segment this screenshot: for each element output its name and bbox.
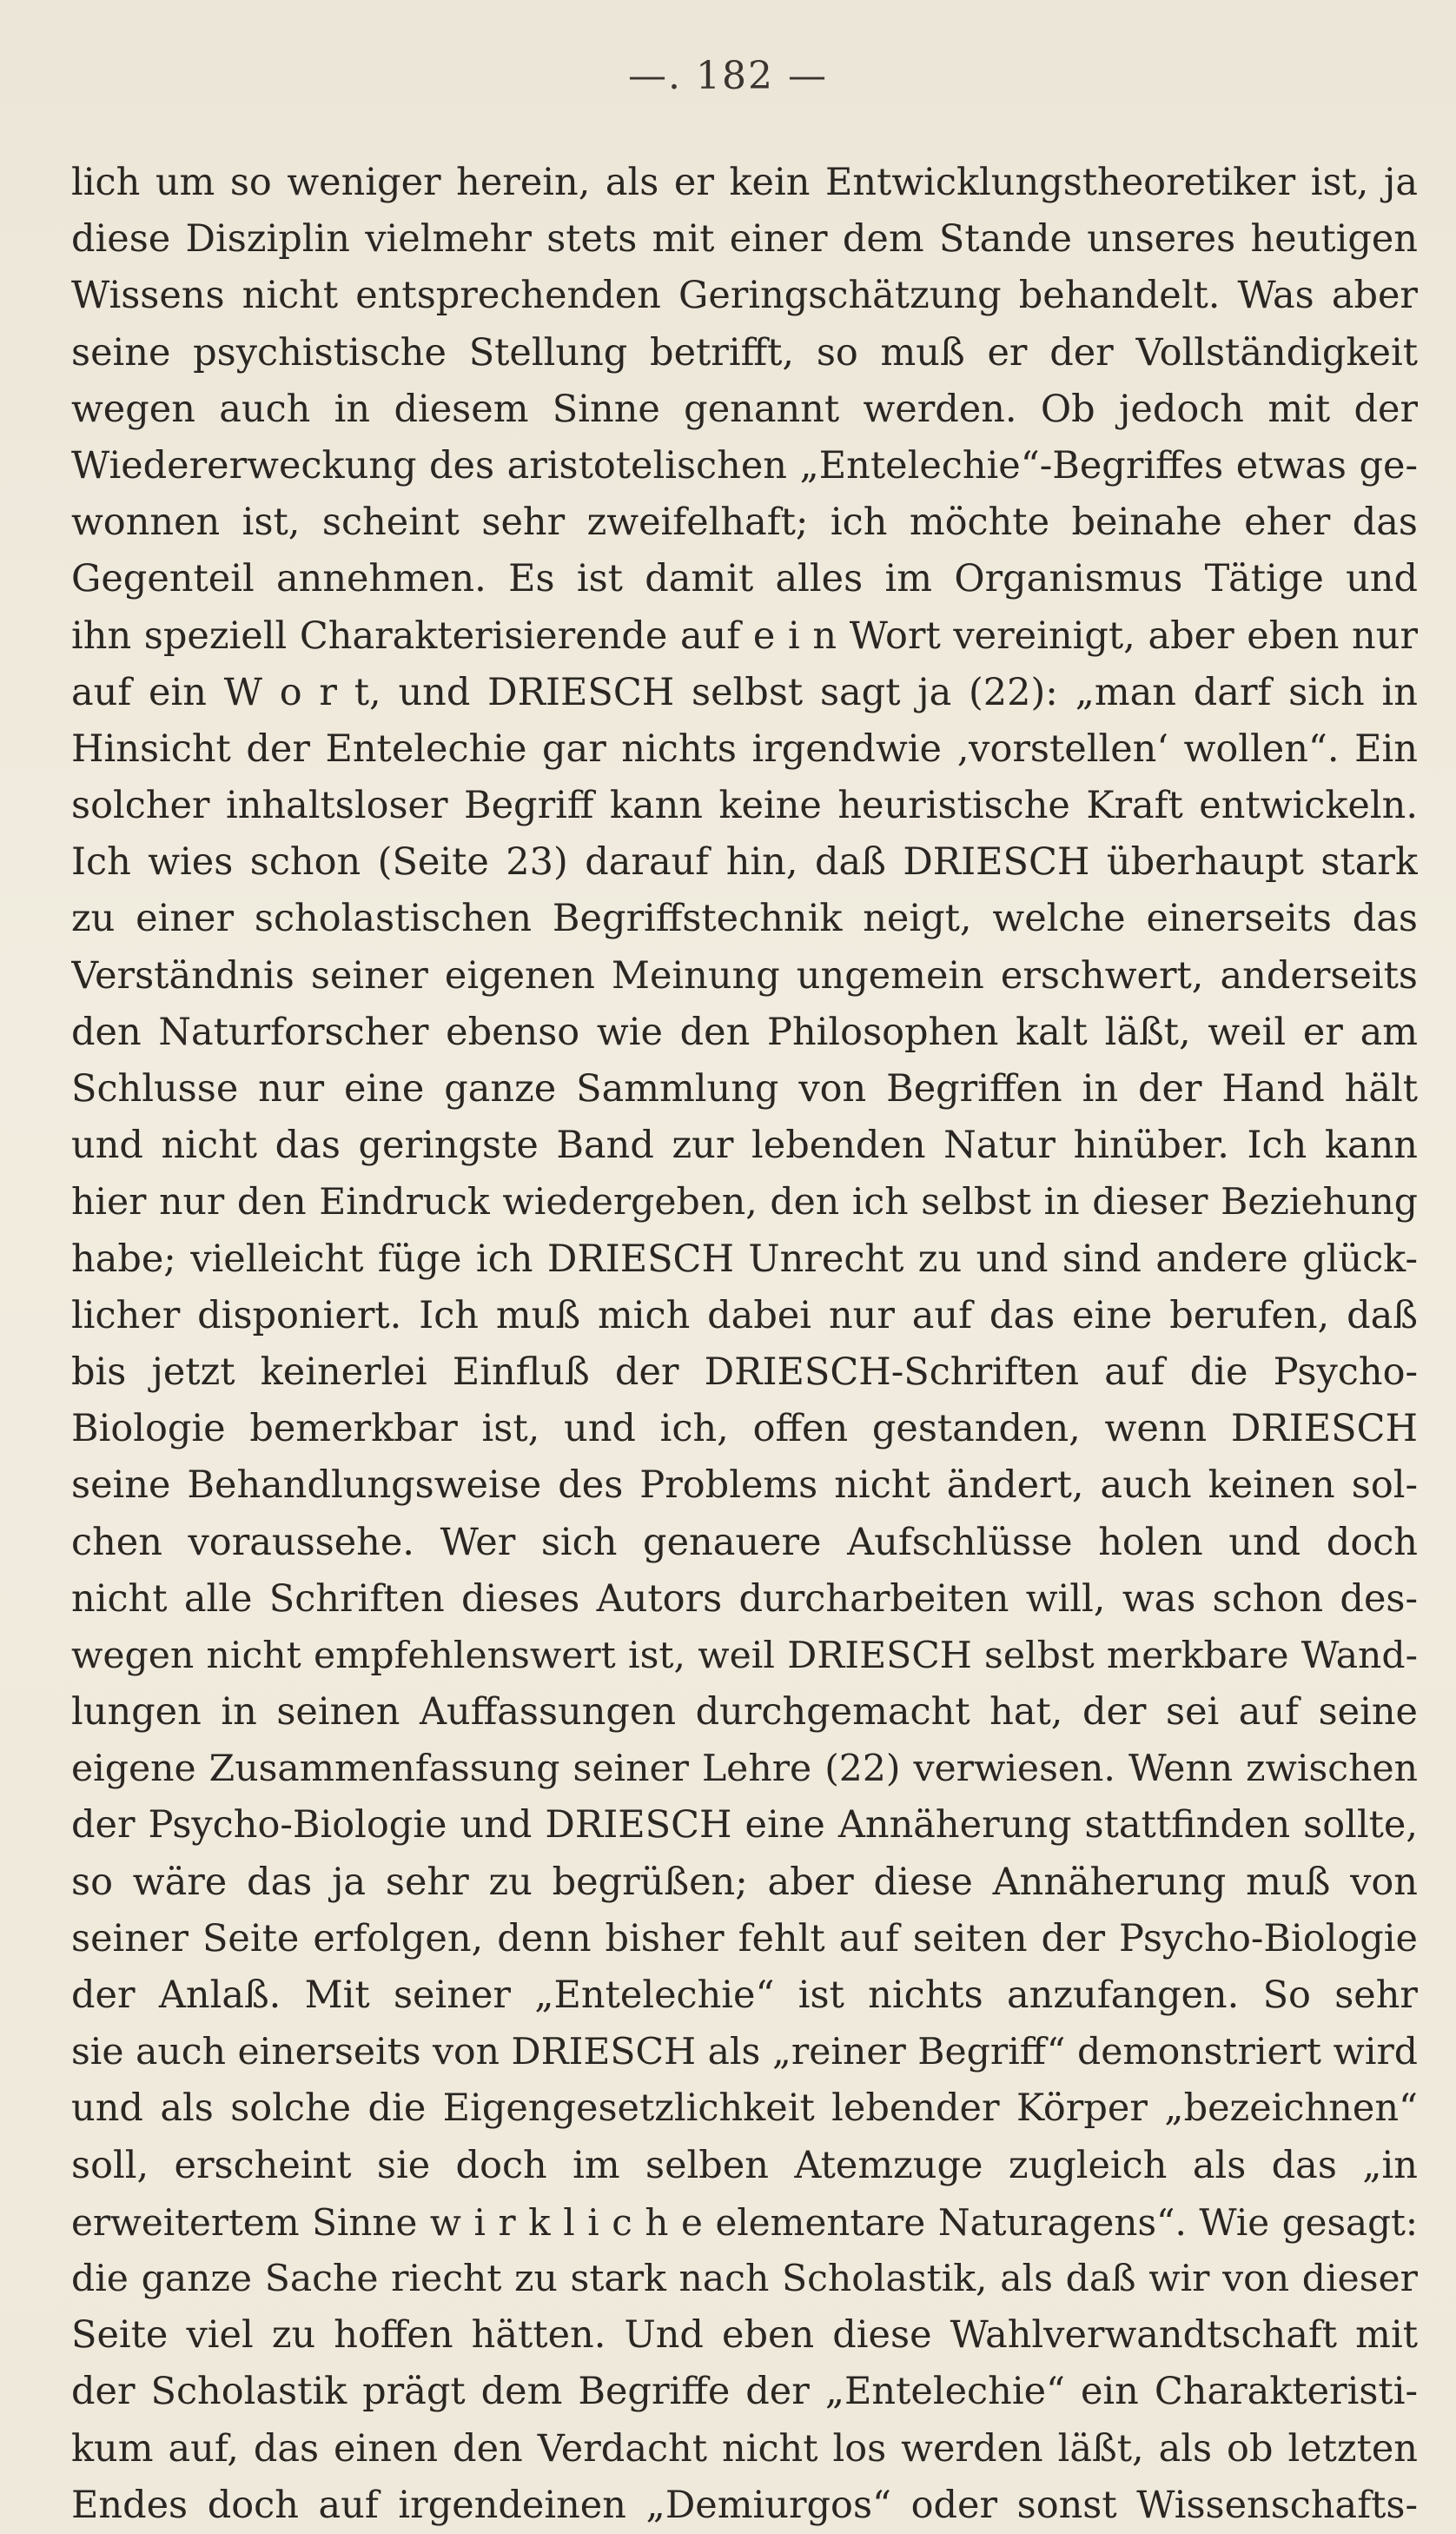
- text-line: Verständnis seiner eigenen Meinung ungemein erschwert, anderseits: [71, 953, 1418, 998]
- text-line: und nicht das geringste Band zur lebenden Natur hinüber. Ich kann: [71, 1124, 1418, 1168]
- text-line: der Psycho-Biologie und DRIESCH eine Annäherung stattfinden sollte,: [71, 1803, 1418, 1847]
- text-line: licher disponiert. Ich muß mich dabei nur auf das eine berufen, daß: [71, 1293, 1418, 1337]
- text-line: Wissens nicht entsprechenden Geringschätzung behandelt. Was aber: [71, 274, 1418, 318]
- text-line: seine psychistische Stellung betrifft, so muß er der Vollständigkeit: [71, 330, 1418, 375]
- text-line: habe; vielleicht füge ich DRIESCH Unrecht zu und sind andere glück-: [71, 1237, 1418, 1281]
- text-line: lich um so weniger herein, als er kein Entwicklungstheoretiker ist, ja: [71, 161, 1418, 204]
- text-line: Endes doch auf irgendeinen „Demiurgos“ oder sonst Wissenschafts-: [71, 2483, 1418, 2527]
- text-line: Gegenteil annehmen. Es ist damit alles im Organismus Tätige und: [71, 557, 1418, 601]
- text-line: seiner Seite erfolgen, denn bisher fehlt auf seiten der Psycho-Biologie: [71, 1916, 1418, 1960]
- text-line: wegen auch in diesem Sinne genannt werden. Ob jedoch mit der: [71, 387, 1418, 431]
- text-line: den Naturforscher ebenso wie den Philosophen kalt läßt, weil er am: [71, 1010, 1418, 1054]
- text-line: und als solche die Eigengesetzlichkeit lebender Körper „bezeichnen“: [71, 2086, 1418, 2131]
- page-number: —. 182 —: [628, 54, 828, 98]
- text-line: sie auch einerseits von DRIESCH als „reiner Begriff“ demonstriert wird: [71, 2031, 1418, 2074]
- text-line: lungen in seinen Auffassungen durchgemacht hat, der sei auf seine: [71, 1690, 1418, 1735]
- text-line: der Anlaß. Mit seiner „Entelechie“ ist nichts anzufangen. So sehr: [71, 1973, 1418, 2017]
- text-line: solcher inhaltsloser Begriff kann keine heuristische Kraft entwickeln.: [71, 784, 1418, 828]
- text-line: wegen nicht empfehlenswert ist, weil DRIESCH selbst merkbare Wand-: [71, 1634, 1418, 1677]
- body-text: [71, 155, 1418, 2534]
- text-line: auf ein W o r t, und DRIESCH selbst sagt ja (22): „man darf sich in: [71, 670, 1418, 714]
- text-line: ihn speziell Charakterisierende auf e i n Wort vereinigt, aber eben nur: [71, 614, 1418, 658]
- text-line: zu einer scholastischen Begriffstechnik neigt, welche einerseits das: [71, 897, 1418, 941]
- text-line: eigene Zusammenfassung seiner Lehre (22) verwiesen. Wenn zwischen: [71, 1748, 1418, 1791]
- text-line: nicht alle Schriften dieses Autors durcharbeiten will, was schon des-: [71, 1576, 1418, 1621]
- text-line: chen voraussehe. Wer sich genauere Aufschlüsse holen und doch: [71, 1520, 1418, 1564]
- text-line: wonnen ist, scheint sehr zweifelhaft; ich möchte beinahe eher das: [71, 501, 1418, 545]
- text-line: diese Disziplin vielmehr stets mit einer dem Stande unseres heutigen: [71, 217, 1418, 262]
- text-line: so wäre das ja sehr zu begrüßen; aber diese Annäherung muß von: [71, 1860, 1418, 1904]
- text-line: Hinsicht der Entelechie gar nichts irgendwie ‚vorstellen‘ wollen“. Ein: [71, 726, 1418, 771]
- text-line: der Scholastik prägt dem Begriffe der „Entelechie“ ein Charakteristi-: [71, 2370, 1418, 2414]
- text-line: die ganze Sache riecht zu stark nach Scholastik, als daß wir von dieser: [71, 2257, 1418, 2300]
- text-line: soll, erscheint sie doch im selben Atemzuge zugleich als das „in: [71, 2143, 1418, 2187]
- text-line: Biologie bemerkbar ist, und ich, offen gestanden, wenn DRIESCH: [71, 1407, 1418, 1451]
- text-line: Wiedererweckung des aristotelischen „Entelechie“-Begriffes etwas ge-: [71, 443, 1418, 488]
- text-line: erweitertem Sinne w i r k l i c h e elementare Naturagens“. Wie gesagt:: [71, 2200, 1418, 2244]
- text-line: Seite viel zu hoffen hätten. Und eben diese Wahlverwandtschaft mit: [71, 2313, 1418, 2358]
- text-line: Ich wies schon (Seite 23) darauf hin, daß DRIESCH überhaupt stark: [71, 840, 1418, 885]
- text-line: Schlusse nur eine ganze Sammlung von Begriffen in der Hand hält: [71, 1067, 1418, 1111]
- text-line: hier nur den Eindruck wiedergeben, den ich selbst in dieser Beziehung: [71, 1181, 1418, 1224]
- text-line: bis jetzt keinerlei Einfluß der DRIESCH-Schriften auf die Psycho-: [71, 1350, 1418, 1394]
- text-line: kum auf, das einen den Verdacht nicht los werden läßt, als ob letzten: [71, 2426, 1418, 2471]
- text-line: seine Behandlungsweise des Problems nicht ändert, auch keinen sol-: [71, 1463, 1418, 1508]
